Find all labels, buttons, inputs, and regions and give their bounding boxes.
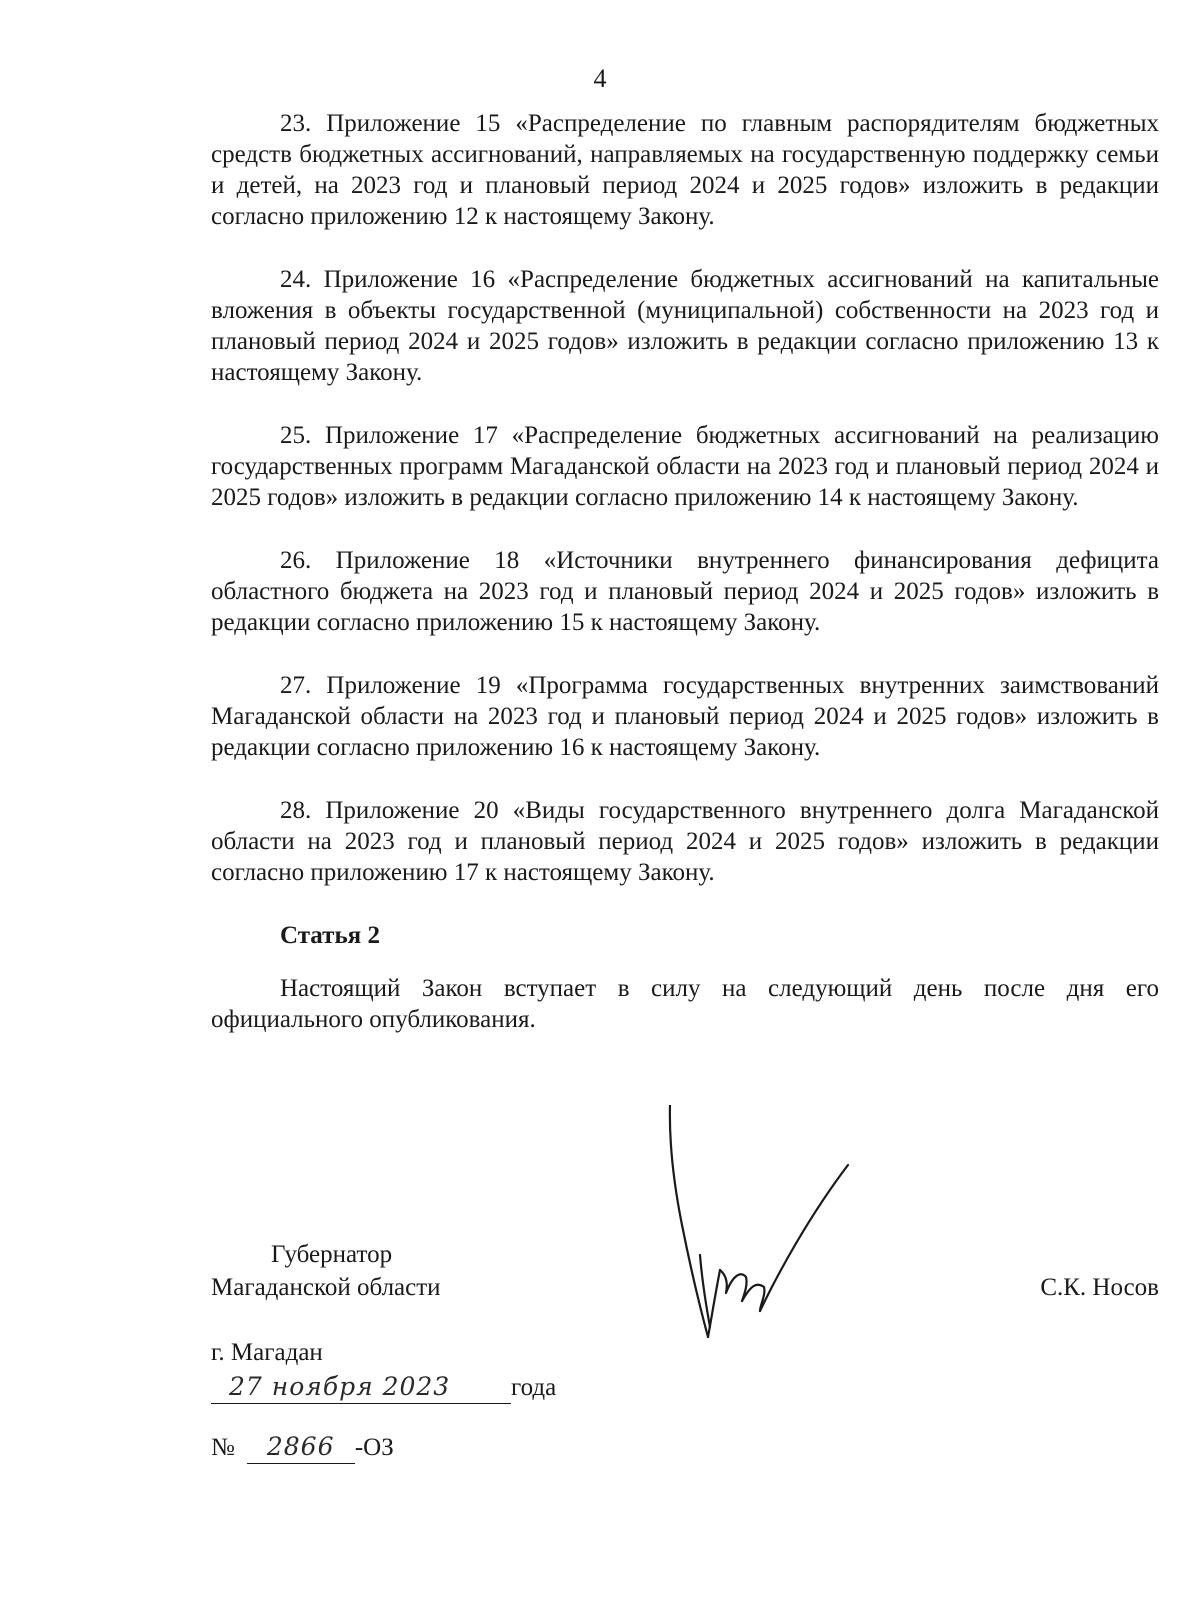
- date-field: [211, 1372, 511, 1404]
- paragraph-28: 28. Приложение 20 «Виды государственного внутреннего долга Магаданской области на 2023 год и плановый период 2024 и 2025 годов» изложить в редакции согласно приложению 17 к настоящему Закону.: [211, 797, 1159, 886]
- signing-date: [211, 1372, 556, 1404]
- number-suffix: -ОЗ: [354, 1434, 394, 1461]
- law-number: [211, 1432, 394, 1464]
- handwritten-number: 2866: [266, 1432, 335, 1461]
- paragraph-26: 26. Приложение 18 «Источники внутреннего финансирования дефицита областного бюджета на 2023 год и плановый период 2024 и 2025 годов» изложить в редакции согласно приложению 15 к настоящему Закону.: [211, 547, 1159, 636]
- signatory-name: С.К. Носов: [1040, 1274, 1159, 1301]
- paragraph-25: 25. Приложение 17 «Распределение бюджетных ассигнований на реализацию государственных программ Магаданской области на 2023 год и плановый период 2024 и 2025 годов» изложить в редакции согласно приложению 14 к настоящему Закону.: [211, 422, 1159, 511]
- article-text: Настоящий Закон вступает в силу на следующий день после дня его официального опубликования.: [211, 975, 1159, 1033]
- document-body: [211, 108, 1159, 1035]
- page-number: 4: [593, 64, 607, 93]
- number-field: [247, 1432, 355, 1464]
- signatory-title-line1: Губернатор: [271, 1241, 393, 1268]
- signatory-title-line2: Магаданской области: [211, 1274, 441, 1301]
- number-prefix: №: [211, 1434, 235, 1461]
- handwritten-signature: [660, 1105, 880, 1345]
- paragraph-27: 27. Приложение 19 «Программа государственных внутренних заимствований Магаданской области на 2023 год и плановый период 2024 и 2025 годов» изложить в редакции согласно приложению 16 к настоящему Закону.: [211, 672, 1159, 761]
- city: г. Магадан: [211, 1339, 323, 1366]
- article-heading: Статья 2: [280, 922, 380, 949]
- handwritten-date: 27 ноября 2023: [229, 1372, 451, 1401]
- paragraph-24: 24. Приложение 16 «Распределение бюджетных ассигнований на капитальные вложения в объекты государственной (муниципальной) собственности на 2023 год и плановый период 2024 и 2025 годов» изложить в редакции согласно приложению 13 к настоящему Закону.: [211, 266, 1159, 386]
- signatory-title: [211, 1238, 441, 1304]
- paragraph-23: 23. Приложение 15 «Распределение по главным распорядителям бюджетных средств бюджетных ассигнований, направляемых на государственную поддержку семьи и детей, на 2023 год и плановый период 2024 и 2025 годов» изложить в редакции согласно приложению 12 к настоящему Закону.: [211, 110, 1159, 230]
- date-suffix: года: [511, 1374, 557, 1401]
